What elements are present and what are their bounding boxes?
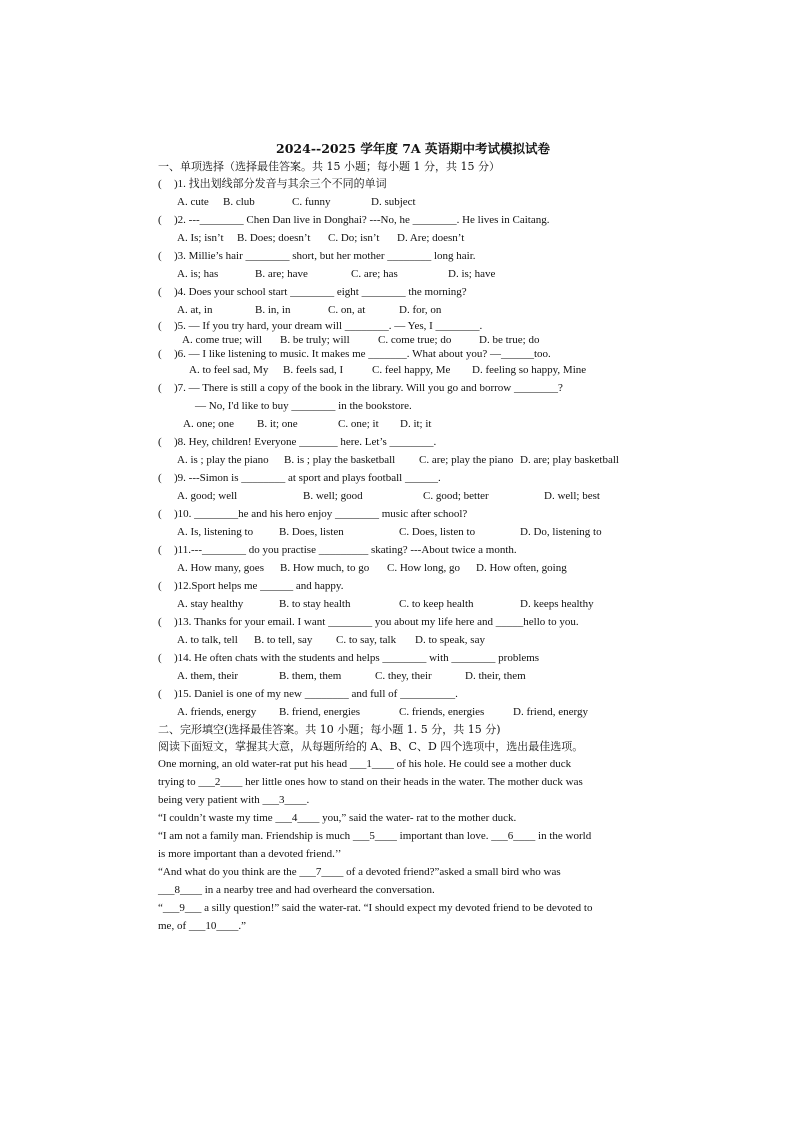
option-b: B. feels sad, I [283,364,344,376]
option-b: B. to tell, say [254,634,313,646]
option-d: D. their, them [465,670,526,682]
question-stem: )13. Thanks for your email. I want ________ you about my life here and _____hello to you. [174,616,579,628]
answer-paren: ( [158,286,162,298]
option-d: D. feeling so happy, Mine [472,364,587,376]
option-d: D. friend, energy [513,706,588,718]
answer-paren: ( [158,250,162,262]
section2-instruction: 阅读下面短文，掌握其大意，从每题所给的 A、B、C、D 四个选项中，选出最佳选项。 [158,740,584,753]
option-d: D. it; it [400,418,432,430]
question-1-options [158,193,648,211]
option-d: D. are; play basketball [520,454,619,466]
question-11-options [158,559,648,577]
option-a: A. How many, goes [177,562,264,574]
option-d: D. for, on [399,304,442,316]
option-b: B. it; one [257,418,298,430]
option-b: B. club [223,196,255,208]
option-a: A. to feel sad, My [189,364,269,376]
question-4-options [158,301,648,319]
question-stem: )9. ---Simon is ________ at sport and plays football ______. [174,472,441,484]
question-9-options [158,487,648,505]
passage-line: One morning, an old water-rat put his head ___1____ of his hole. He could see a mother duck [158,758,572,770]
question-1 [158,175,648,193]
section1-heading: 一、单项选择（选择最佳答案。共 15 小题；每小题 1 分，共 15 分） [158,160,500,173]
option-c: C. to say, talk [336,634,397,646]
option-c: C. are; play the piano [419,454,514,466]
option-a: A. is ; play the piano [177,454,269,466]
option-b: B. be truly; will [280,334,350,346]
question-8-options [158,451,648,469]
question-11 [158,541,648,559]
option-b: B. Does, listen [279,526,344,538]
option-b: B. are; have [255,268,308,280]
section2-heading: 二、完形填空(选择最佳答案。共 10 小题；每小题 1. 5 分，共 15 分) [158,723,501,736]
question-stem: )2. ---________ Chen Dan live in Donghai? ---No, he ________. He lives in Caitang. [174,214,550,226]
answer-paren: ( [158,436,162,448]
option-d: D. to speak, say [415,634,485,646]
question-stem: )10. ________he and his hero enjoy ________ music after school? [174,508,468,520]
option-a: A. to talk, tell [177,634,238,646]
question-14-options [158,667,648,685]
option-c: C. one; it [338,418,379,430]
answer-paren: ( [158,320,162,332]
question-4 [158,283,648,301]
option-c: C. to keep health [399,598,474,610]
question-5 [158,319,648,333]
question-12-options [158,595,648,613]
question-stem: )1. 找出划线部分发音与其余三个不同的单词 [174,178,387,190]
passage-line: “I couldn’t waste my time ___4____ you,” said the water- rat to the mother duck. [158,812,517,824]
option-c: C. are; has [351,268,398,280]
question-stem: )14. He often chats with the students and helps ________ with ________ problems [174,652,540,664]
answer-paren: ( [158,616,162,628]
question-stem: )5. — If you try hard, your dream will ________. — Yes, I ________. [174,320,483,332]
option-d: D. keeps healthy [520,598,594,610]
passage-line: being very patient with ___3____. [158,794,310,806]
exam-title: 2024--2025 学年度 7A 英语期中考试模拟试卷 [276,141,550,156]
answer-paren: ( [158,580,162,592]
question-3-options [158,265,648,283]
option-a: A. good; well [177,490,238,502]
option-c: C. come true; do [378,334,452,346]
exam-content [158,140,648,935]
option-c: C. friends, energies [399,706,485,718]
question-9 [158,469,648,487]
question-2 [158,211,648,229]
question-stem-response: — No, I'd like to buy ________ in the bookstore. [195,400,412,412]
question-10-options [158,523,648,541]
question-stem: )7. — There is still a copy of the book in the library. Will you go and borrow ________? [174,382,563,394]
question-15 [158,685,648,703]
option-d: D. Do, listening to [520,526,602,538]
question-13 [158,613,648,631]
option-a: A. cute [177,196,209,208]
answer-paren: ( [158,652,162,664]
option-a: A. Is; isn’t [177,232,224,244]
passage-line: me, of ___10____.” [158,920,246,932]
question-stem: )3. Millie’s hair ________ short, but her mother ________ long hair. [174,250,476,262]
passage-line: “___9___ a silly question!” said the water-rat. “I should expect my devoted friend to be devoted to [158,902,593,914]
question-12 [158,577,648,595]
option-d: D. subject [371,196,416,208]
option-c: C. feel happy, Me [372,364,451,376]
option-a: A. at, in [177,304,213,316]
option-b: B. them, them [279,670,342,682]
option-c: C. Do; isn’t [328,232,380,244]
option-c: C. they, their [375,670,432,682]
option-b: B. How much, to go [280,562,370,574]
question-5-options [158,333,648,347]
option-a: A. is; has [177,268,219,280]
question-stem: )11.---________ do you practise _________ skating? ---About twice a month. [174,544,517,556]
question-7 [158,379,648,397]
passage-line: trying to ___2____ her little ones how to stand on their heads in the water. The mother duck was [158,776,583,788]
answer-paren: ( [158,472,162,484]
question-7-options [158,415,648,433]
option-a: A. Is, listening to [177,526,254,538]
question-stem: )4. Does your school start ________ eight ________ the morning? [174,286,467,298]
question-10 [158,505,648,523]
option-b: B. to stay health [279,598,351,610]
option-b: B. well; good [303,490,363,502]
answer-paren: ( [158,214,162,226]
question-13-options [158,631,648,649]
option-b: B. Does; doesn’t [237,232,311,244]
option-c: C. good; better [423,490,489,502]
option-a: A. one; one [183,418,235,430]
passage-line: “And what do you think are the ___7____ of a devoted friend?”asked a small bird who was [158,866,561,878]
question-stem: )8. Hey, children! Everyone _______ here. Let’s ________. [174,436,437,448]
question-6 [158,347,648,361]
option-d: D. is; have [448,268,496,280]
option-a: A. stay healthy [177,598,244,610]
passage-line: ___8____ in a nearby tree and had overheard the conversation. [158,884,435,896]
question-stem: )12.Sport helps me ______ and happy. [174,580,344,592]
option-d: D. be true; do [479,334,540,346]
passage-line: “I am not a family man. Friendship is much ___5____ important than love. ___6____ in the world [158,830,592,842]
option-a: A. friends, energy [177,706,257,718]
option-b: B. is ; play the basketball [284,454,396,466]
question-2-options [158,229,648,247]
question-6-options [158,361,648,379]
answer-paren: ( [158,382,162,394]
option-b: B. in, in [255,304,291,316]
answer-paren: ( [158,348,162,360]
option-c: C. How long, go [387,562,461,574]
option-d: D. well; best [544,490,600,502]
answer-paren: ( [158,178,162,190]
option-d: D. Are; doesn’t [397,232,465,244]
option-c: C. Does, listen to [399,526,476,538]
option-a: A. come true; will [182,334,263,346]
question-14 [158,649,648,667]
option-b: B. friend, energies [279,706,361,718]
question-stem: )6. — I like listening to music. It makes me _______. What about you? —______too. [174,348,551,360]
answer-paren: ( [158,508,162,520]
question-8 [158,433,648,451]
answer-paren: ( [158,688,162,700]
option-c: C. on, at [328,304,366,316]
answer-paren: ( [158,544,162,556]
question-3 [158,247,648,265]
passage-line: is more important than a devoted friend.’’ [158,848,342,860]
cloze-passage [158,755,648,935]
option-a: A. them, their [177,670,239,682]
question-7-followup [158,397,648,415]
option-d: D. How often, going [476,562,567,574]
option-c: C. funny [292,196,331,208]
question-15-options [158,703,648,721]
question-stem: )15. Daniel is one of my new ________ and full of __________. [174,688,458,700]
